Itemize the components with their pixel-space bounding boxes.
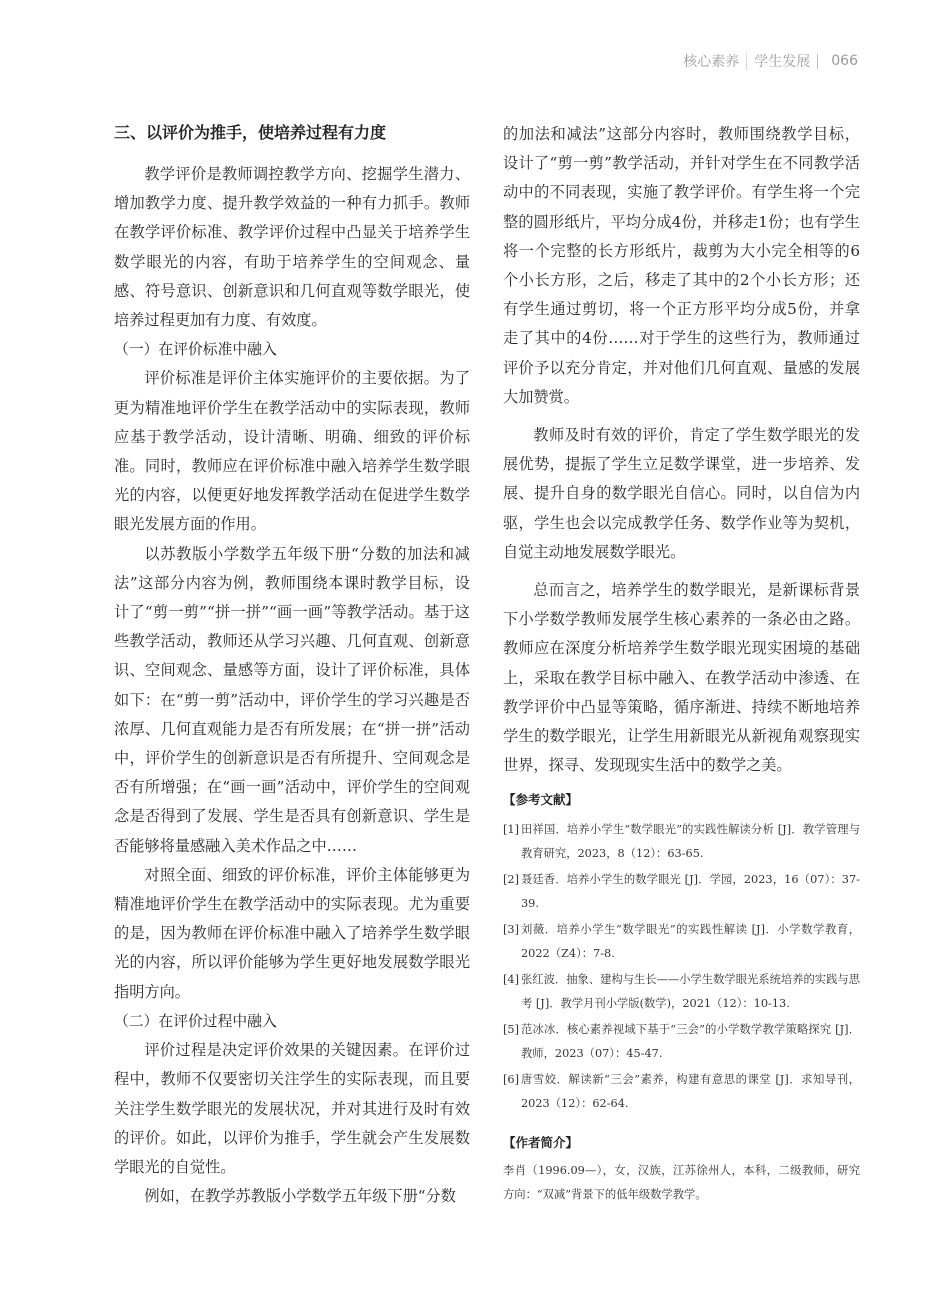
reference-number: [5] (503, 1023, 520, 1036)
references-section (503, 790, 860, 1118)
references-title: 【参考文献】 (503, 792, 579, 807)
reference-number: [1] (503, 823, 520, 836)
header-divider (746, 54, 747, 69)
reference-item (503, 968, 860, 1016)
page-number: 066 (831, 53, 858, 69)
header-subsection: 学生发展 (754, 54, 811, 70)
reference-text: 聂廷香．培养小学生的数学眼光 [J]．学园，2023，16（07）：37-39. (521, 873, 860, 910)
reference-item (503, 818, 860, 866)
reference-text: 张红波．抽象、建构与生长——小学生数学眼光系统培养的实践与思考 [J]．教学月刊小学版(数学)，2021（12）：10-13. (521, 973, 860, 1010)
running-header (683, 50, 858, 72)
body-paragraph: 总而言之，培养学生的数学眼光，是新课标背景下小学数学教师发展学生核心素养的一条必由之路。教师应在深度分析培养学生数学眼光现实困境的基础上，采取在教学目标中融入、在教学活动中渗透、在教学评价中凸显等策略，循序渐进、持续不断地培养学生的数学眼光，让学生用新眼光从新视角观察现实世界，探寻、发现现实生活中的数学之美。 (503, 581, 860, 775)
body-paragraph: 的加法和减法”这部分内容时，教师围绕教学目标，设计了“剪一剪”教学活动，并针对学生在不同教学活动中的不同表现，实施了教学评价。有学生将一个完整的圆形纸片，平均分成4份，并移走1份；也有学生将一个完整的长方形纸片，裁剪为大小完全相等的6个小长方形，之后，移走了其中的2个小长方形；还有学生通过剪切，将一个正方形平均分成5份，并拿走了其中的4份……对于学生的这些行为，教师通过评价予以充分肯定，并对他们几何直观、量感的发展大加赞赏。 (503, 125, 860, 406)
author-bio-title: 【作者简介】 (503, 1135, 579, 1150)
reference-list (503, 818, 860, 1116)
right-column (503, 120, 860, 780)
author-bio-text: 李肖（1996.09—），女，汉族，江苏徐州人，本科，二级教师，研究方向：“双减”背景下的低年级数学教学。 (503, 1164, 860, 1201)
reference-text: 田祥国．培养小学生“数学眼光”的实践性解读分析 [J]．教学管理与教育研究，2023，8（12）：63-65. (521, 823, 860, 860)
reference-item (503, 1018, 860, 1066)
reference-number: [3] (503, 923, 520, 936)
left-column (114, 118, 470, 1211)
body-paragraph: 对照全面、细致的评价标准，评价主体能够更为精准地评价学生在教学活动中的实际表现。尤为重要的是，因为教师在评价标准中融入了培养学生数学眼光的内容，所以评价能够为学生更好地发展数学眼光指明方向。 (114, 865, 470, 1001)
section-heading: 三、以评价为推手，使培养过程有力度 (114, 123, 387, 142)
body-paragraph: 例如，在教学苏教版小学数学五年级下册“分数 (144, 1187, 456, 1206)
reference-item (503, 918, 860, 966)
author-bio (503, 1133, 860, 1207)
reference-text: 唐雪姣．解读新“三会”素养，构建有意思的课堂 [J]．求知导刊，2023（12）：62-64. (521, 1073, 860, 1110)
reference-number: [2] (503, 873, 520, 886)
reference-text: 范冰冰．核心素养视域下基于“三会”的小学数学教学策略探究 [J]．教师，2023（07）：45-47. (521, 1023, 860, 1060)
body-paragraph: 以苏教版小学数学五年级下册“分数的加法和减法”这部分内容为例，教师围绕本课时教学目标，设计了“剪一剪”“拼一拼”“画一画”等教学活动。基于这些教学活动，教师还从学习兴趣、几何直观、创新意识、空间观念、量感等方面，设计了评价标准，具体如下：在“剪一剪”活动中，评价学生的学习兴趣是否浓厚、几何直观能力是否有所发展；在“拼一拼”活动中，评价学生的创新意识是否有所提升、空间观念是否有所增强；在“画一画”活动中，评价学生的空间观念是否得到了发展、学生是否具有创新意识、学生是否能够将量感融入美术作品之中…… (114, 544, 470, 855)
reference-number: [4] (503, 973, 520, 986)
reference-text: 刘薇．培养小学生“数学眼光”的实践性解读 [J]．小学数学教育，2022（Z4）：7-8. (521, 923, 860, 960)
header-section: 核心素养 (683, 54, 740, 70)
body-paragraph: 教学评价是教师调控教学方向、挖掘学生潜力、增加教学力度、提升教学效益的一种有力抓手。教师在教学评价标准、教学评价过程中凸显关于培养学生数学眼光的内容，有助于培养学生的空间观念、量感、符号意识、创新意识和几何直观等数学眼光，使培养过程更加有力度、有效度。 (114, 165, 470, 330)
reference-number: [6] (503, 1073, 520, 1086)
body-paragraph: 评价标准是评价主体实施评价的主要依据。为了更为精准地评价学生在教学活动中的实际表现，教师应基于教学活动，设计清晰、明确、细致的评价标准。同时，教师应在评价标准中融入培养学生数学眼光的内容，以便更好地发挥教学活动在促进学生数学眼光发展方面的作用。 (114, 369, 470, 534)
reference-item (503, 1068, 860, 1116)
subsection-heading: （一）在评价标准中融入 (114, 341, 277, 359)
body-paragraph: 教师及时有效的评价，肯定了学生数学眼光的发展优势，提振了学生立足数学课堂，进一步培养、发展、提升自身的数学眼光自信心。同时，以自信为内驱，学生也会以完成教学任务、数学作业等为契机，自觉主动地发展数学眼光。 (503, 426, 860, 561)
subsection-heading: （二）在评价过程中融入 (114, 1012, 277, 1030)
header-divider (817, 54, 818, 69)
reference-item (503, 868, 860, 916)
body-paragraph: 评价过程是决定评价效果的关键因素。在评价过程中，教师不仅要密切关注学生的实际表现，而且要关注学生数学眼光的发展状况，并对其进行及时有效的评价。如此，以评价为推手，学生就会产生发展数学眼光的自觉性。 (114, 1041, 470, 1176)
